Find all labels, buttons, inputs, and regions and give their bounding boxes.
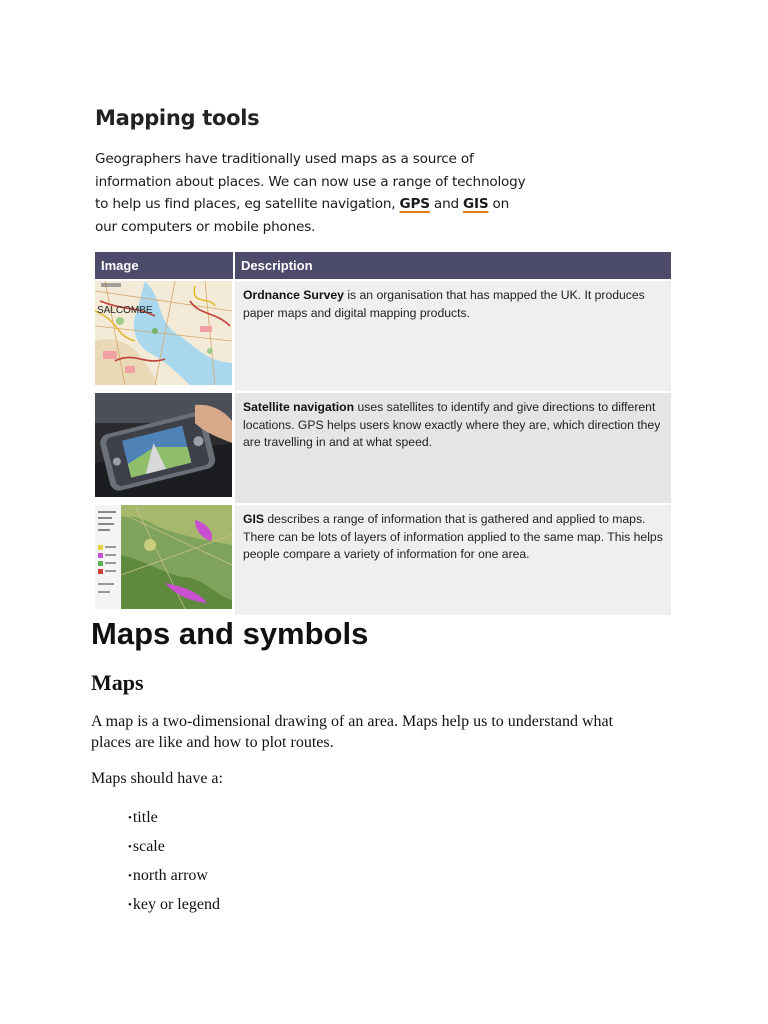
table-row [95,280,671,392]
description-cell [234,504,671,615]
term-ordnance-survey: Ordnance Survey [243,288,344,302]
maps-subheading: Maps [91,670,144,695]
table-row [95,504,671,615]
mapping-tools-table [95,252,671,615]
maps-and-symbols-heading: Maps and symbols [91,616,369,651]
salcombe-map-label: SALCOMBE [97,305,153,316]
list-item [128,808,220,837]
map-features-list [128,808,220,924]
satnav-device-image [95,393,232,497]
list-item [128,837,220,866]
maps-should-have-paragraph: Maps should have a: [91,770,223,787]
satnav-illustration [95,393,232,497]
list-item-text: title [132,809,158,826]
image-cell [95,504,234,615]
list-item-text: north arrow [132,867,208,884]
term-satellite-navigation: Satellite navigation [243,400,355,414]
header-image: Image [95,252,234,280]
gps-link[interactable]: GPS [399,196,430,212]
header-description: Description [234,252,671,280]
os-map-illustration [95,281,232,385]
list-item [128,866,220,895]
bullet: • [128,841,132,853]
image-cell [95,280,234,392]
bullet: • [128,899,132,911]
maps-description-paragraph [91,711,691,753]
maps-description-line-2: places are like and how to plot routes. [91,734,334,751]
description-text: uses satellites to identify and give directions to different locations. GPS helps users know exactly where they are, which direction they are travelling in and at what speed. [243,400,661,449]
gis-layers-image [95,505,232,609]
intro-line-1: Geographers have traditionally used maps as a source of [95,151,474,167]
gis-link[interactable]: GIS [463,196,489,212]
description-text: describes a range of information that is gathered and applied to maps. There can be lots of layers of information applied to the same map. This helps people compare a variety of information for one area. [243,512,663,561]
intro-paragraph [95,148,555,238]
list-item [128,895,220,924]
ordnance-survey-map-image [95,281,232,385]
intro-line-3: to help us find places, eg satellite navigation, [95,196,400,212]
intro-on: on [488,196,510,212]
description-cell [234,280,671,392]
bullet: • [128,812,132,824]
table-row [95,392,671,504]
intro-line-2: information about places. We can now use a range of technology [95,173,526,190]
bullet: • [128,870,132,882]
intro-line-4: our computers or mobile phones. [95,218,316,235]
image-cell [95,392,234,504]
list-item-text: key or legend [132,896,220,913]
list-item-text: scale [132,838,165,855]
intro-and: and [429,196,464,212]
table-header-row [95,252,671,280]
description-cell [234,392,671,504]
mapping-tools-heading: Mapping tools [95,106,260,130]
gis-illustration [95,505,232,609]
maps-description-line-1: A map is a two-dimensional drawing of an area. Maps help us to understand what [91,713,614,730]
term-gis: GIS [243,512,264,526]
description-text: is an organisation that has mapped the UK. It produces paper maps and digital mapping products. [243,288,645,320]
